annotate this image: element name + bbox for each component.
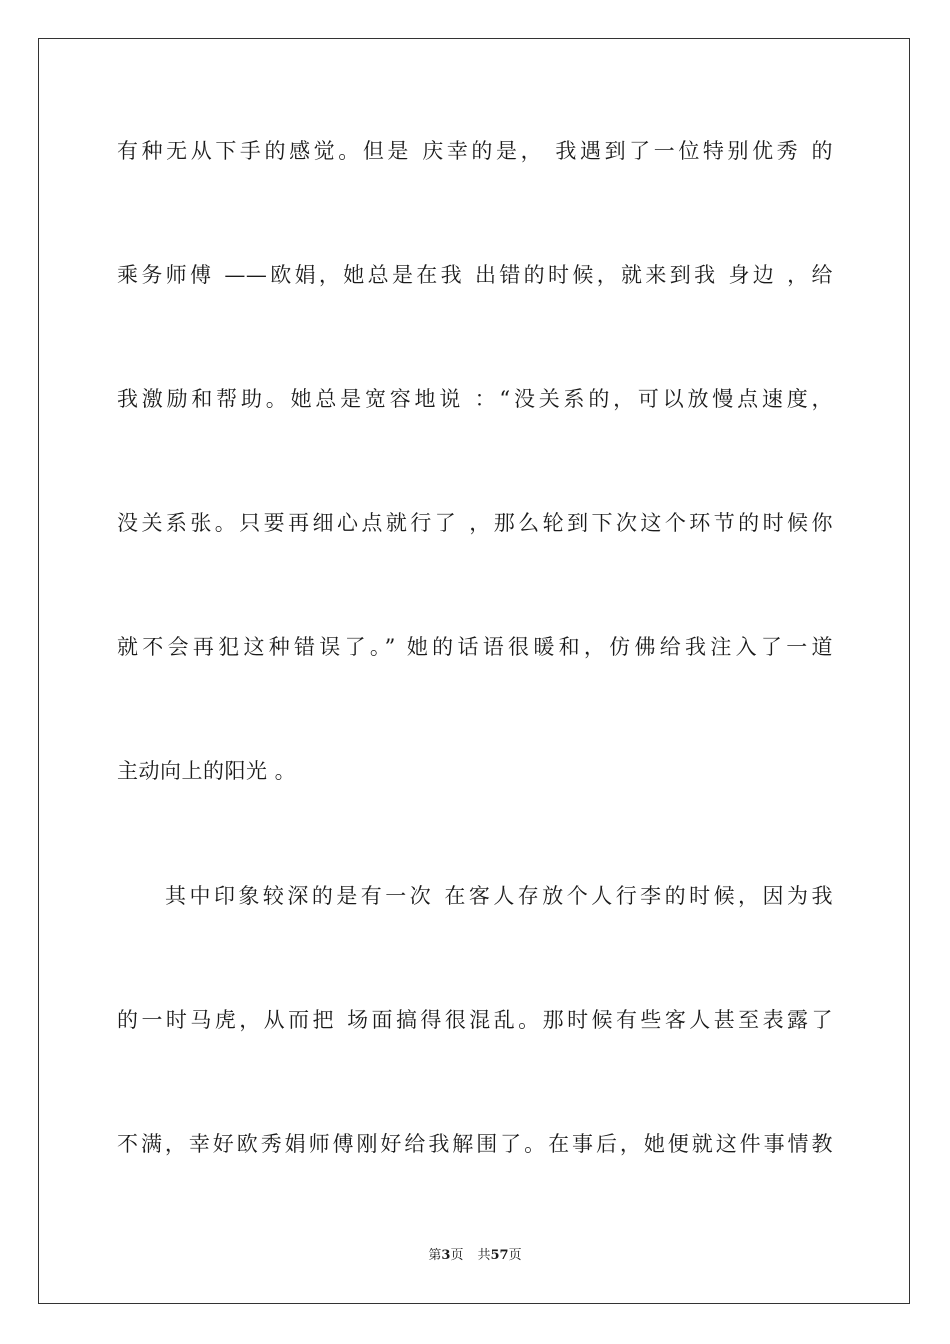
page-suffix: 页 bbox=[450, 1248, 464, 1263]
page-number: 3 bbox=[441, 1248, 451, 1263]
text-line: 的一时马虎，从而把 场面搞得很混乱。那时候有些客人甚至表露了 bbox=[117, 1008, 833, 1032]
page-footer bbox=[0, 1246, 950, 1266]
text-line-paragraph-start: 其中印象较深的是有一次 在客人存放个人行李的时候，因为我 bbox=[165, 884, 833, 908]
text-line: 有种无从下手的感觉。但是 庆幸的是， 我遇到了一位特别优秀 的 bbox=[117, 139, 833, 163]
text-line: 我激励和帮助。她总是宽容地说 ：“没关系的，可以放慢点速度， bbox=[117, 387, 833, 411]
total-suffix: 页 bbox=[508, 1248, 522, 1263]
text-line: 没关系张。只要再细心点就行了 ，那么轮到下次这个环节的时候你 bbox=[117, 511, 833, 535]
text-line: 乘务师傅 ——欧娟，她总是在我 出错的时候，就来到我 身边 ，给 bbox=[117, 263, 833, 287]
text-line: 就不会再犯这种错误了。” 她的话语很暖和，仿佛给我注入了一道 bbox=[117, 635, 833, 659]
page-border bbox=[38, 38, 910, 1304]
page-prefix: 第 bbox=[428, 1248, 442, 1263]
total-prefix: 共 bbox=[477, 1248, 491, 1263]
total-pages: 57 bbox=[490, 1248, 509, 1263]
text-line: 不满，幸好欧秀娟师傅刚好给我解围了。在事后，她便就这件事情教 bbox=[117, 1132, 833, 1156]
text-line: 主动向上的阳光 。 bbox=[117, 759, 297, 783]
